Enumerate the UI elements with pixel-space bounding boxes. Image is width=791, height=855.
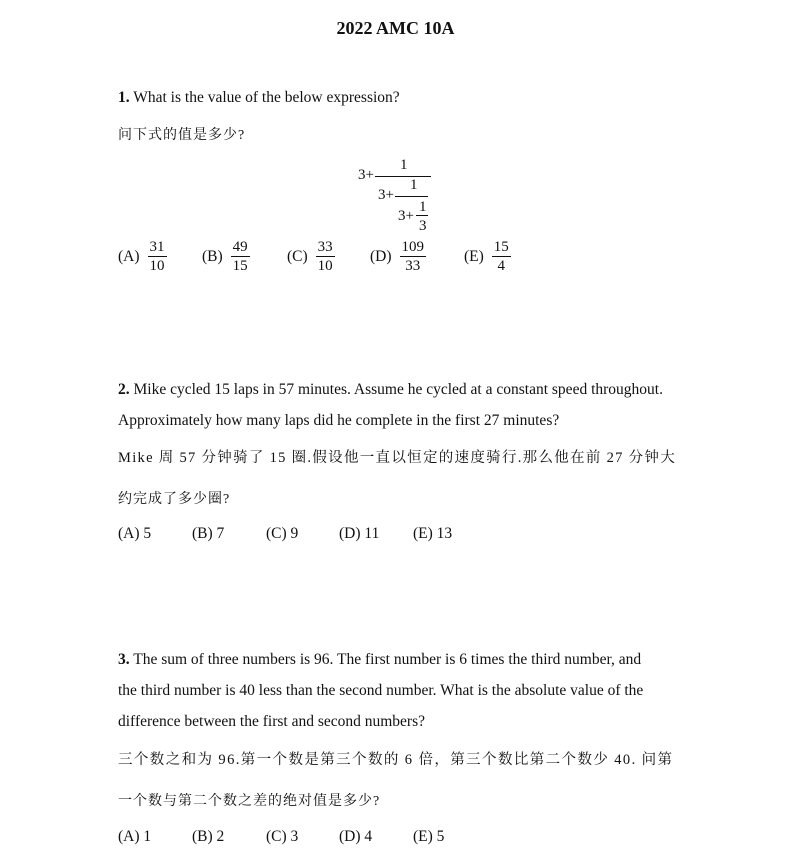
- q3-choice-a[interactable]: (A) 1: [118, 828, 152, 845]
- question-2-line-2: Approximately how many laps did he complete in the first 27 minutes?: [118, 412, 560, 429]
- q2-choice-e[interactable]: (E) 13: [413, 525, 453, 542]
- q3-choice-d[interactable]: (D) 4: [339, 828, 373, 845]
- cf-term-3: 3+: [398, 208, 414, 224]
- question-1-text: [118, 88, 400, 108]
- question-3-chinese-2: 一个数与第二个数之差的绝对值是多少?: [118, 794, 381, 809]
- cf-fraction-bar-3: [416, 215, 428, 216]
- question-3-line-2: the third number is 40 less than the second number. What is the absolute value of the: [118, 682, 644, 699]
- q3-choice-c[interactable]: (C) 3: [266, 828, 299, 845]
- q1-choice-e[interactable]: (E) $\frac{15}{4}$: [464, 239, 509, 274]
- q2-choice-d[interactable]: (D) 11: [339, 525, 380, 542]
- q2-choice-a[interactable]: (A) 5: [118, 525, 152, 542]
- question-1-chinese: 问下式的值是多少?: [118, 128, 246, 143]
- question-2-number: 2.: [118, 381, 130, 398]
- q1-choice-c[interactable]: (C) $\frac{33}{10}$: [287, 239, 333, 274]
- question-3-chinese-1: 三个数之和为 96.第一个数是第三个数的 6 倍，第三个数比第二个数少 40. 问第: [118, 752, 674, 768]
- choice-fraction: $\frac{109}{33}$: [401, 239, 425, 274]
- choice-fraction: $\frac{15}{4}$: [493, 239, 509, 274]
- cf-term-2: 3+: [378, 187, 394, 203]
- q1-choice-a[interactable]: (A) $\frac{31}{10}$: [118, 239, 165, 274]
- question-1-number: 1.: [118, 89, 130, 106]
- q3-choice-e[interactable]: (E) 5: [413, 828, 445, 845]
- q3-choice-b[interactable]: (B) 2: [192, 828, 225, 845]
- question-3-line-3: difference between the first and second numbers?: [118, 713, 426, 730]
- question-2-chinese-1: Mike 周 57 分钟骑了 15 圈.假设他一直以恒定的速度骑行.那么他在前 27 分钟大: [118, 450, 677, 466]
- question-2-chinese-2: 约完成了多少圈?: [118, 492, 231, 507]
- choice-fraction: $\frac{31}{10}$: [149, 239, 165, 274]
- q2-choice-b[interactable]: (B) 7: [192, 525, 225, 542]
- question-1-prompt: What is the value of the below expression?: [133, 89, 400, 106]
- choice-fraction: $\frac{33}{10}$: [317, 239, 333, 274]
- page-title: 2022 AMC 10A: [336, 18, 455, 38]
- question-3-line-1: 3. The sum of three numbers is 96. The first number is 6 times the third number, and: [118, 651, 642, 668]
- q1-choice-d[interactable]: (D) $\frac{109}{33}$: [370, 239, 425, 274]
- choice-fraction: $\frac{49}{15}$: [232, 239, 248, 274]
- cf-numerator-2: 1: [410, 177, 418, 193]
- q2-choice-c[interactable]: (C) 9: [266, 525, 299, 542]
- cf-numerator-1: 1: [400, 157, 408, 173]
- q1-choice-b[interactable]: (B) $\frac{49}{15}$: [202, 239, 248, 274]
- cf-fraction-bar-1: [375, 176, 431, 177]
- cf-denominator-3: 3: [419, 218, 427, 234]
- cf-term-1: 3+: [358, 167, 374, 183]
- cf-fraction-bar-2: [395, 196, 428, 197]
- question-2-line-1: 2. Mike cycled 15 laps in 57 minutes. Assume he cycled at a constant speed throughout.: [118, 381, 663, 398]
- cf-numerator-3: 1: [419, 199, 427, 215]
- question-3-number: 3.: [118, 651, 130, 668]
